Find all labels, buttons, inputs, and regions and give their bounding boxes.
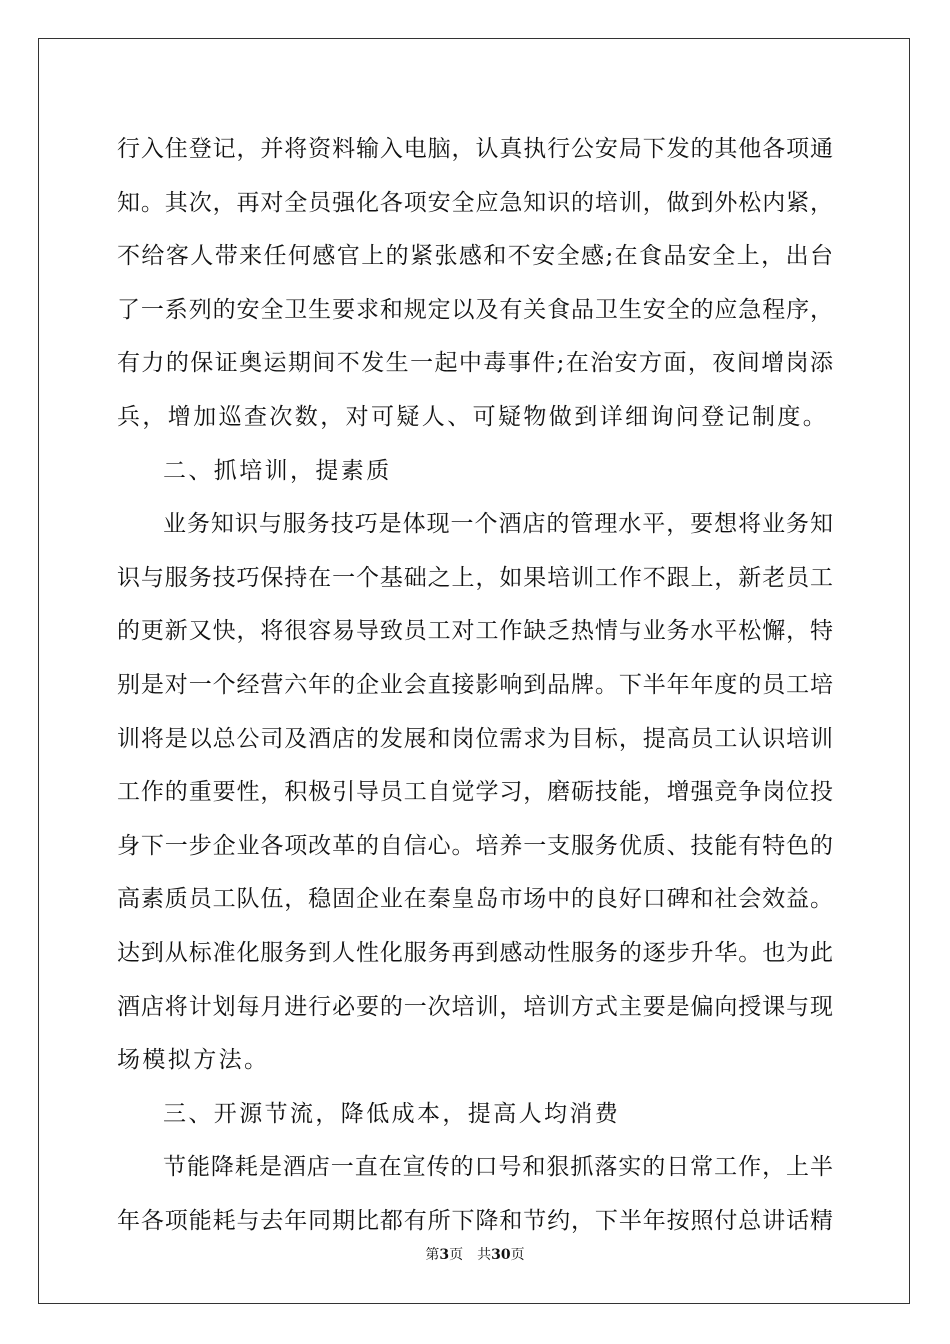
body-line: 的更新又快，将很容易导致员工对工作缺乏热情与业务水平松懈，特 xyxy=(117,618,833,645)
body-line: 身下一步企业各项改革的自信心。培养一支服务优质、技能有特色的 xyxy=(117,832,833,859)
body-line: 有力的保证奥运期间不发生一起中毒事件;在治安方面，夜间增岗添 xyxy=(117,350,833,377)
body-line: 兵，增加巡查次数，对可疑人、可疑物做到详细询问登记制度。 xyxy=(117,403,829,430)
section-heading: 二、抓培训，提素质 xyxy=(163,457,392,484)
body-line: 不给客人带来任何感官上的紧张感和不安全感;在食品安全上，出台 xyxy=(117,243,833,270)
body-line: 识与服务技巧保持在一个基础之上，如果培训工作不跟上，新老员工 xyxy=(117,564,833,591)
body-line: 了一系列的安全卫生要求和规定以及有关食品卫生安全的应急程序， xyxy=(117,296,833,323)
document-body xyxy=(117,123,833,1248)
body-line: 业务知识与服务技巧是体现一个酒店的管理水平，要想将业务知 xyxy=(163,511,833,538)
total-prefix: 共 xyxy=(477,1247,492,1263)
body-line: 行入住登记，并将资料输入电脑，认真执行公安局下发的其他各项通 xyxy=(117,136,833,162)
body-line: 高素质员工队伍，稳固企业在秦皇岛市场中的良好口碑和社会效益。 xyxy=(117,886,833,913)
body-line: 知。其次，再对全员强化各项安全应急知识的培训，做到外松内紧， xyxy=(117,189,833,216)
body-line: 训将是以总公司及酒店的发展和岗位需求为目标，提高员工认识培训 xyxy=(117,725,833,752)
total-page-count: 30 xyxy=(491,1247,511,1263)
page-footer xyxy=(0,1244,950,1264)
page-unit: 页 xyxy=(449,1247,464,1263)
section-heading: 三、开源节流，降低成本，提高人均消费 xyxy=(163,1100,621,1127)
page-prefix: 第 xyxy=(425,1247,440,1263)
body-line: 年各项能耗与去年同期比都有所下降和节约，下半年按照付总讲话精 xyxy=(117,1207,833,1234)
total-unit: 页 xyxy=(510,1247,525,1263)
body-line: 别是对一个经营六年的企业会直接影响到品牌。下半年年度的员工培 xyxy=(117,671,833,698)
body-line: 酒店将计划每月进行必要的一次培训，培训方式主要是偏向授课与现 xyxy=(117,993,833,1020)
body-line: 场模拟方法。 xyxy=(117,1047,270,1074)
body-line: 工作的重要性，积极引导员工自觉学习，磨砺技能，增强竞争岗位投 xyxy=(117,779,833,806)
body-line: 达到从标准化服务到人性化服务再到感动性服务的逐步升华。也为此 xyxy=(117,939,833,966)
current-page-number: 3 xyxy=(439,1247,450,1263)
body-line: 节能降耗是酒店一直在宣传的口号和狠抓落实的日常工作，上半 xyxy=(163,1154,833,1181)
